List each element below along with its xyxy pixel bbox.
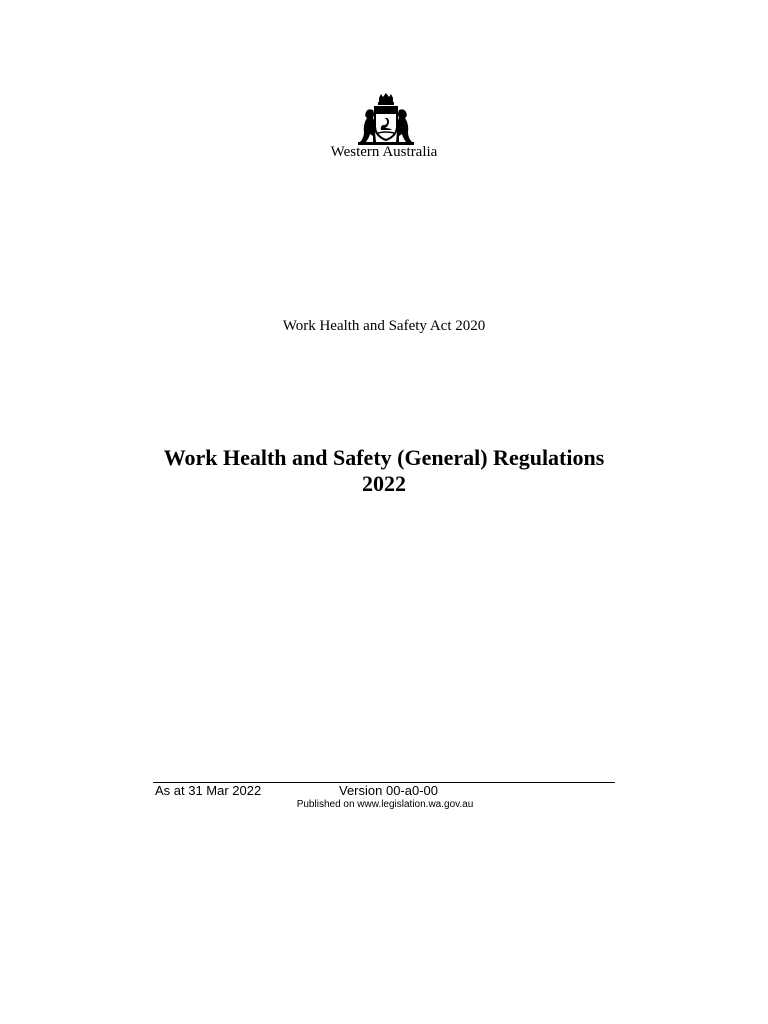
enabling-act-name: Work Health and Safety Act 2020 [282,318,486,334]
coat-of-arms-icon [354,92,418,148]
document-title-line-1: Work Health and Safety (General) Regulations [163,445,605,470]
footer-as-at-date: As at 31 Mar 2022 [155,783,262,798]
footer-version: Version 00-a0-00 [339,783,439,798]
jurisdiction-name: Western Australia [330,144,438,160]
footer-published-note: Published on www.legislation.wa.gov.au [296,799,474,810]
document-title-line-2: 2022 [362,471,406,496]
document-title [84,445,684,497]
